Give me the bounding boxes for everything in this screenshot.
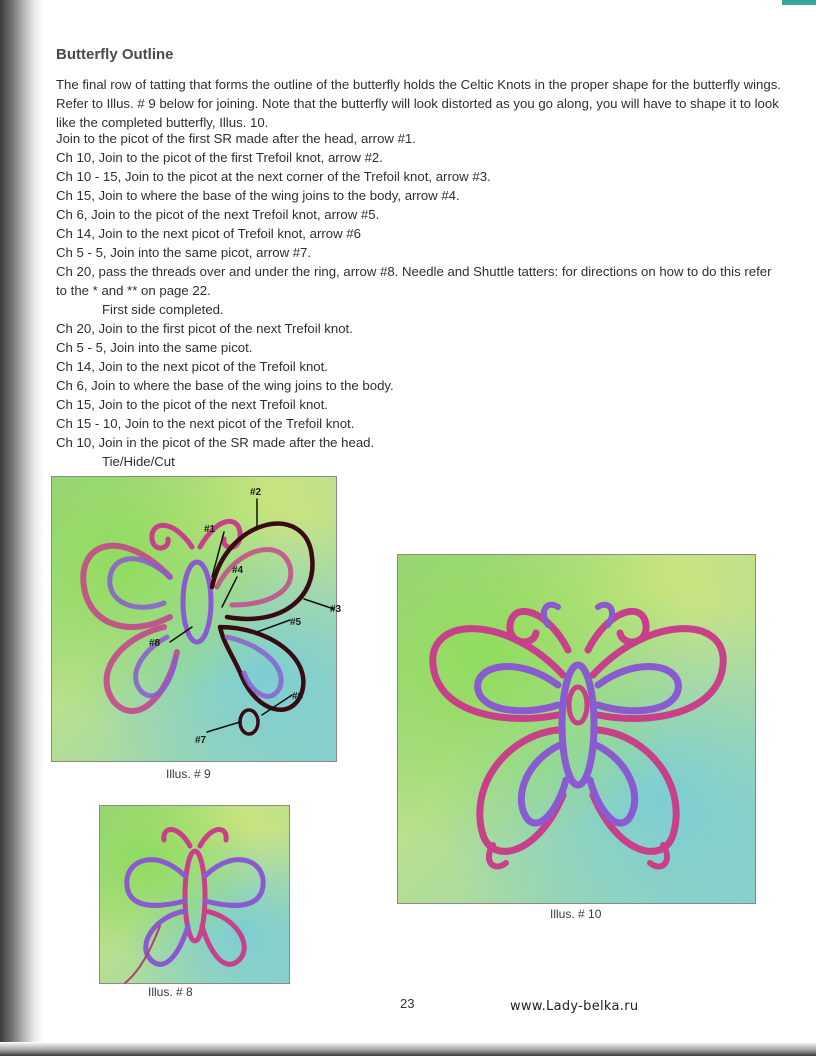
step-line: Ch 10, Join in the picot of the SR made after the head.: [56, 435, 375, 450]
arrow-label-1: #1: [204, 524, 216, 535]
illus-9-photo: [52, 477, 342, 761]
step-line: Join to the picot of the first SR made after the head, arrow #1.: [56, 131, 416, 146]
step-line: Tie/Hide/Cut: [102, 454, 175, 469]
step-line: Ch 6, Join to the picot of the next Trefoil knot, arrow #5.: [56, 207, 380, 222]
step-line: Ch 6, Join to where the base of the wing joins to the body.: [56, 378, 394, 393]
binding-shadow: [0, 0, 44, 1056]
step-line: Ch 20, pass the threads over and under the ring, arrow #8. Needle and Shuttle tatters: for directions on how to do this refer to the * and ** on page 22.: [56, 264, 772, 298]
arrow-label-2: #2: [250, 487, 262, 498]
arrow-label-8: #8: [149, 638, 161, 649]
watermark-url: www.Lady-belka.ru: [510, 999, 639, 1014]
arrow-label-3: #3: [330, 604, 342, 615]
butterfly-diagram: [52, 477, 342, 761]
corner-tab: [782, 0, 816, 5]
arrow-label-5: #5: [290, 617, 302, 628]
step-line: Ch 20, Join to the first picot of the next Trefoil knot.: [56, 321, 353, 336]
page-number: 23: [400, 996, 415, 1011]
step-line: Ch 15 - 10, Join to the next picot of the Trefoil knot.: [56, 416, 355, 431]
step-line: Ch 10 - 15, Join to the picot at the next corner of the Trefoil knot, arrow #3.: [56, 169, 491, 184]
step-line: Ch 14, Join to the next picot of the Trefoil knot.: [56, 359, 328, 374]
intro-paragraph: The final row of tatting that forms the outline of the butterfly holds the Celtic Knots in the proper shape for the butterfly wings. Refer to Illus. # 9 below for joining. Note that the butterfly will look distorted as you go along, you will have to shape it to look like the completed butterfly, Illus. 10.: [56, 77, 781, 130]
arrow-label-4: #4: [232, 565, 244, 576]
butterfly-photo-10: [398, 555, 755, 903]
illus-9-caption: Illus. # 9: [166, 767, 211, 781]
step-line: Ch 14, Join to the next picot of Trefoil knot, arrow #6: [56, 226, 361, 241]
arrow-label-6: #6: [292, 691, 304, 702]
illus-10-photo: [398, 555, 755, 903]
illus-10-caption: Illus. # 10: [550, 907, 602, 921]
step-line: Ch 5 - 5, Join into the same picot.: [56, 340, 253, 355]
arrow-label-7: #7: [195, 735, 207, 746]
step-line: Ch 10, Join to the picot of the first Trefoil knot, arrow #2.: [56, 150, 383, 165]
illus-8-photo: [100, 806, 289, 983]
bottom-shadow: [0, 1042, 816, 1056]
instruction-steps: [56, 129, 786, 471]
step-line: Ch 15, Join to where the base of the wing joins to the body, arrow #4.: [56, 188, 460, 203]
illus-8-caption: Illus. # 8: [148, 985, 193, 999]
step-line: First side completed.: [102, 302, 224, 317]
butterfly-photo-8: [100, 806, 289, 983]
step-line: Ch 15, Join to the picot of the next Trefoil knot.: [56, 397, 328, 412]
step-line: Ch 5 - 5, Join into the same picot, arrow #7.: [56, 245, 312, 260]
section-heading: Butterfly Outline: [56, 46, 174, 63]
